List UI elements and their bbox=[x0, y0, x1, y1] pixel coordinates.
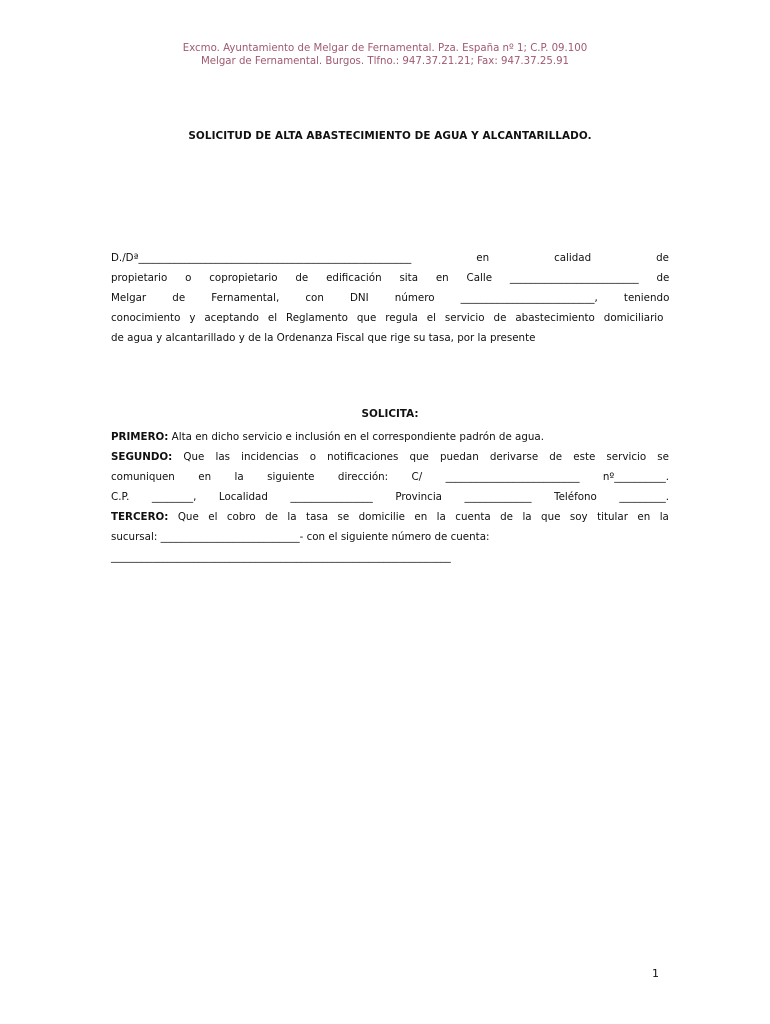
intro-line-3: Melgar de Fernamental, con DNI número __________________________, teniendo bbox=[111, 292, 670, 304]
request-items bbox=[111, 427, 669, 567]
tercero-sucursal-line: sucursal: ___________________________- con el siguiente número de cuenta: bbox=[111, 531, 490, 543]
document-title: SOLICITUD DE ALTA ABASTECIMIENTO DE AGUA Y ALCANTARILLADO. bbox=[188, 130, 592, 142]
tercero-text: Que el cobro de la tasa se domicilie en la cuenta de la que soy titular en la bbox=[168, 511, 669, 523]
intro-word-en: en bbox=[476, 252, 490, 264]
tercero-label: TERCERO: bbox=[111, 511, 169, 523]
letterhead bbox=[0, 42, 770, 68]
item-primero bbox=[111, 427, 669, 447]
letterhead-line-1: Excmo. Ayuntamiento de Melgar de Fernamental. Pza. España nº 1; C.P. 09.100 bbox=[182, 43, 588, 54]
page-number: 1 bbox=[652, 967, 659, 980]
solicita-heading: SOLICITA: bbox=[361, 408, 419, 420]
intro-paragraph bbox=[111, 248, 669, 348]
intro-word-calidad: calidad bbox=[554, 252, 592, 264]
applicant-name-blank: D./Dª_____________________________________________________ bbox=[111, 252, 412, 264]
intro-line-2: propietario o copropietario de edificación sita en Calle _________________________ de bbox=[111, 272, 670, 284]
primero-text: Alta en dicho servicio e inclusión en el correspondiente padrón de agua. bbox=[168, 431, 545, 443]
segundo-location-line: C.P. ________, Localidad ________________ Provincia _____________ Teléfono _________. bbox=[111, 491, 670, 503]
item-segundo bbox=[111, 447, 669, 467]
intro-line-5: de agua y alcantarillado y de la Ordenanza Fiscal que rige su tasa, por la presente bbox=[111, 332, 536, 344]
segundo-address-line: comuniquen en la siguiente dirección: C/ __________________________ nº__________. bbox=[111, 471, 670, 483]
intro-line-4: conocimiento y aceptando el Reglamento que regula el servicio de abastecimiento domiciliario bbox=[111, 312, 664, 324]
tercero-account-line: __________________________________________________________________ bbox=[111, 551, 451, 563]
segundo-label: SEGUNDO: bbox=[111, 451, 173, 463]
primero-label: PRIMERO: bbox=[111, 431, 169, 443]
item-tercero bbox=[111, 507, 669, 527]
intro-line-1 bbox=[111, 248, 669, 268]
letterhead-line-2: Melgar de Fernamental. Burgos. Tlfno.: 947.37.21.21; Fax: 947.37.25.91 bbox=[200, 56, 570, 67]
intro-word-de: de bbox=[656, 252, 669, 264]
segundo-text: Que las incidencias o notificaciones que puedan derivarse de este servicio se bbox=[172, 451, 669, 463]
